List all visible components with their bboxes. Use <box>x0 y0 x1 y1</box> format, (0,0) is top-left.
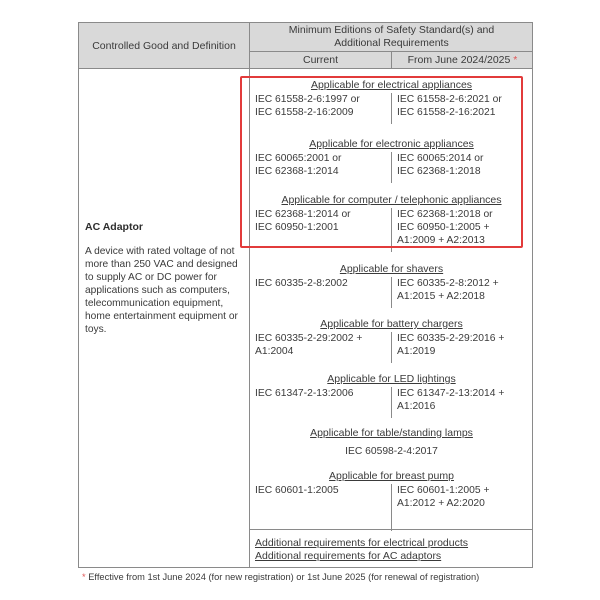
cell-divider <box>391 332 392 363</box>
standard-line: A1:2016 <box>397 401 436 412</box>
highlight-box <box>240 76 523 248</box>
standard-current <box>255 387 390 400</box>
link-additional-electrical[interactable]: Additional requirements for electrical products <box>255 537 469 549</box>
header-from-june <box>392 52 533 68</box>
section-title: Applicable for electronic appliances <box>309 138 474 150</box>
header-current: Current <box>302 54 338 66</box>
standard-line: IEC 60601-1:2005 <box>255 485 339 496</box>
header-minimum-editions-line2: Additional Requirements <box>334 37 449 49</box>
footnote-text: Effective from 1st June 2024 (for new registration) or 1st June 2025 (for renewal of registration) <box>88 572 480 582</box>
standard-line: IEC 60065:2014 or <box>397 153 484 164</box>
footnote <box>82 572 479 582</box>
header-subcolumn-divider <box>391 52 392 68</box>
section-title: Applicable for battery chargers <box>320 318 463 330</box>
asterisk-marker: * <box>513 54 518 66</box>
header-minimum-editions-line1: Minimum Editions of Safety Standard(s) and <box>288 24 495 36</box>
standard-new <box>397 332 532 358</box>
standard-line: IEC 62368-1:2014 <box>255 166 339 177</box>
standard-line: A1:2019 <box>397 346 436 357</box>
section-title: Applicable for LED lightings <box>327 373 456 385</box>
standard-line: IEC 61558-2-16:2021 <box>397 107 496 118</box>
standard-current <box>255 484 390 497</box>
cell-divider <box>391 484 392 531</box>
section-title: Applicable for electrical appliances <box>310 79 473 91</box>
standard-current <box>255 277 390 290</box>
cell-divider <box>391 387 392 418</box>
standard-new <box>397 277 532 303</box>
footnote-marker: * <box>82 572 86 582</box>
standard-line: IEC 61558-2-16:2009 <box>255 107 354 118</box>
header-minimum-editions <box>250 23 533 52</box>
good-name: AC Adaptor <box>85 221 143 233</box>
link-additional-ac-adaptors[interactable]: Additional requirements for AC adaptors <box>255 550 442 562</box>
standard-line: A1:2015 + A2:2018 <box>397 291 485 302</box>
section-title: Applicable for table/standing lamps <box>310 427 473 439</box>
header-controlled-good: Controlled Good and Definition <box>92 39 236 52</box>
standard-line: IEC 60335-2-29:2002 + <box>255 333 363 344</box>
standard-line: IEC 60065:2001 or <box>255 153 342 164</box>
section-title: Applicable for shavers <box>339 263 444 275</box>
standard-line: A1:2009 + A2:2013 <box>397 235 485 246</box>
section-title: Applicable for breast pump <box>329 470 454 482</box>
standard-current <box>255 332 390 358</box>
standard-line: IEC 61558-2-6:1997 or <box>255 94 360 105</box>
standard-line: IEC 60601-1:2005 + <box>397 485 490 496</box>
standard-line: IEC 61558-2-6:2021 or <box>397 94 502 105</box>
additional-divider <box>250 529 533 530</box>
standard-line: IEC 61347-2-13:2014 + <box>397 388 505 399</box>
standard-line: IEC 60950-1:2001 <box>255 222 339 233</box>
cell-divider <box>391 277 392 308</box>
standard-line: IEC 60335-2-8:2002 <box>255 278 348 289</box>
standard-new <box>397 484 532 510</box>
header-from-june-label: From June 2024/2025 <box>407 54 511 66</box>
standard-single: IEC 60598-2-4:2017 <box>345 446 438 457</box>
standard-line: IEC 62368-1:2014 or <box>255 209 351 220</box>
good-definition: A device with rated voltage of not more than 250 VAC and designed to supply AC or DC power for applications such as computers, telecommunication equipment, home entertainment equipment or toys. <box>85 246 238 335</box>
section-title: Applicable for computer / telephonic appliances <box>281 194 502 206</box>
standard-line: A1:2004 <box>255 346 294 357</box>
standard-line: IEC 61347-2-13:2006 <box>255 388 354 399</box>
standard-line: IEC 62368-1:2018 <box>397 166 481 177</box>
standard-line: IEC 62368-1:2018 or <box>397 209 493 220</box>
standard-line: IEC 60335-2-29:2016 + <box>397 333 505 344</box>
standard-line: IEC 60335-2-8:2012 + <box>397 278 499 289</box>
standard-new <box>397 387 532 413</box>
standard-line: A1:2012 + A2:2020 <box>397 498 485 509</box>
table-header <box>79 23 532 69</box>
standard-line: IEC 60950-1:2005 + <box>397 222 490 233</box>
